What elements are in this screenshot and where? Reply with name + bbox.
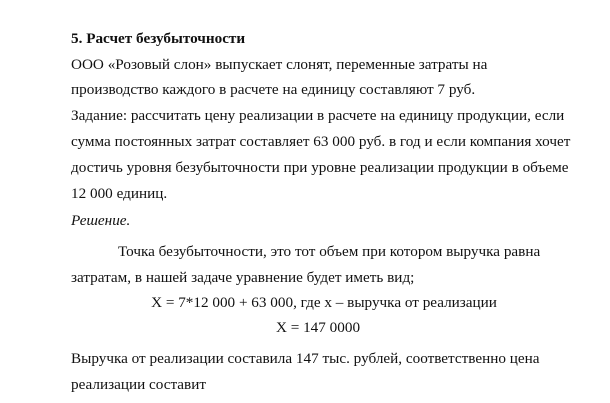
task-text-line: сумма постоянных затрат составляет 63 000 руб. в год и если компания хочет [71,133,571,150]
task-text-line: Задание: рассчитать цену реализации в расчете на единицу продукции, если [71,107,565,124]
solution-text-line: затратам, в нашей задаче уравнение будет иметь вид; [71,269,415,286]
conclusion-text-line: Выручка от реализации составила 147 тыс. рублей, соответственно цена [71,350,540,367]
formula-line: X = 7*12 000 + 63 000, где х – выручка от реализации [151,294,497,311]
task-text-line: достичь уровня безубыточности при уровне реализации продукции в объеме [71,159,569,176]
section-title: 5. Расчет безубыточности [71,30,246,47]
problem-text-line: производство каждого в расчете на единицу составляют 7 руб. [71,81,476,98]
solution-heading: Решение. [71,212,131,229]
solution-text-line: Точка безубыточности, это тот объем при котором выручка равна [118,243,541,260]
task-text-line: 12 000 единиц. [71,185,168,202]
conclusion-text-line: реализации составит [71,376,206,393]
problem-text-line: ООО «Розовый слон» выпускает слонят, переменные затраты на [71,56,488,73]
result-line: X = 147 0000 [275,319,361,336]
